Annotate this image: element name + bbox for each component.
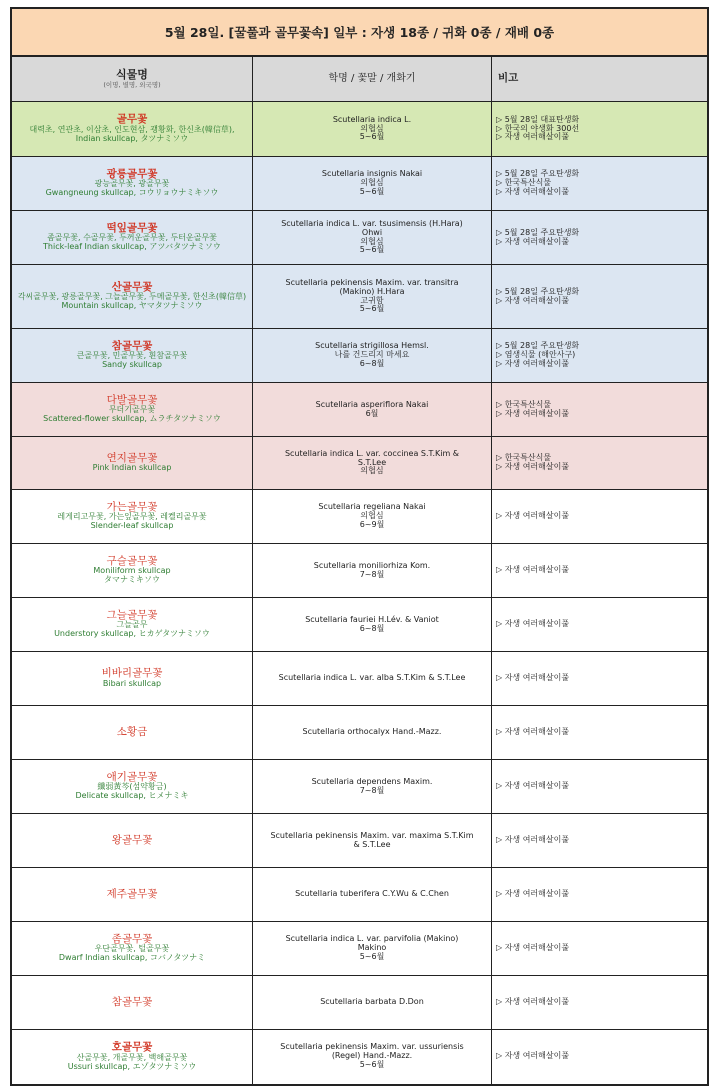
table-row	[12, 329, 707, 383]
notes-cell	[492, 706, 708, 760]
note-line: ▷ 자생 여러해살이풀	[496, 835, 570, 845]
notes-cell	[492, 598, 708, 652]
plant-foreign-names: タマナミキソウ	[104, 575, 160, 585]
scientific-info-line: 의협심	[360, 466, 384, 476]
table-row	[12, 598, 707, 652]
note-line: ▷ 자생 여러해살이풀	[496, 511, 570, 521]
plant-aliases: 대력초, 연관초, 이삼초, 인도현삼, 괭황화, 한신초(韓信草), Indian skullcap, タツナミソウ	[29, 124, 235, 143]
scientific-info-line: Scutellaria pekinensis Maxim. var. ussuriensis	[280, 1042, 464, 1052]
scientific-info-line: 의협심	[360, 123, 384, 133]
plant-foreign-names: Thick-leaf Indian skullcap, アツバタツナミソウ	[43, 242, 221, 252]
scientific-name-cell	[253, 706, 492, 760]
plant-name-cell	[12, 211, 253, 265]
plant-aliases: 레게리고무꽃, 가는잎골무꽃, 레켈리골무꽃	[57, 512, 207, 522]
note-line: ▷ 한국특산식물	[496, 399, 552, 409]
plant-aliases: 纖弱黃芩(섬약황금)	[97, 782, 167, 792]
plant-foreign-names: Pink Indian skullcap	[92, 463, 172, 473]
plant-name: 광릉골무꽃	[106, 167, 158, 180]
scientific-name-cell	[253, 211, 492, 265]
scientific-info-line: 5~6월	[359, 132, 385, 142]
notes-cell	[492, 922, 708, 976]
scientific-name-cell	[253, 265, 492, 329]
plant-name-cell	[12, 706, 253, 760]
plant-foreign-names: Sandy skullcap	[102, 360, 162, 370]
table-header-row	[12, 57, 707, 102]
plant-aliases: 그늘골무	[116, 620, 148, 630]
notes-cell	[492, 329, 708, 383]
note-line: ▷ 자생 여러해살이풀	[496, 236, 570, 246]
plant-foreign-names: Scattered-flower skullcap, ムラチタツナミソウ	[43, 414, 221, 424]
scientific-info-line: Scutellaria fauriei H.Lév. & Vaniot	[305, 614, 439, 624]
table-row	[12, 437, 707, 490]
table-row	[12, 544, 707, 598]
note-line: ▷ 자생 여러해살이풀	[496, 1051, 570, 1061]
notes-cell	[492, 383, 708, 437]
scientific-name-cell	[253, 329, 492, 383]
table-row	[12, 652, 707, 706]
note-line: ▷ 자생 여러해살이풀	[496, 673, 570, 683]
note-line: ▷ 염생식물 (해안사구)	[496, 350, 576, 360]
plant-foreign-names: Dwarf Indian skullcap, コバノタツナミ	[58, 953, 206, 963]
plant-name: 애기골무꽃	[106, 770, 158, 783]
scientific-info-line: Scutellaria indica L. var. parvifolia (Makino)	[285, 934, 459, 944]
plant-name-cell	[12, 922, 253, 976]
scientific-info-line: 7~8월	[359, 569, 385, 579]
notes-cell	[492, 1030, 708, 1084]
plant-name-cell	[12, 598, 253, 652]
plant-name: 비바리골무꽃	[101, 667, 163, 680]
table-row	[12, 706, 707, 760]
scientific-info-line: Scutellaria moniliorhiza Kom.	[313, 560, 431, 570]
scientific-name-cell	[253, 598, 492, 652]
plant-name: 다발골무꽃	[106, 393, 158, 406]
plant-name: 가는골무꽃	[106, 500, 158, 513]
scientific-info-line: 7~8월	[359, 785, 385, 795]
scientific-info-line: Ohwi	[361, 227, 383, 237]
note-line: ▷ 자생 여러해살이풀	[496, 727, 570, 737]
plant-name: 골무꽃	[116, 113, 148, 126]
plant-aliases: 좀골무꽃, 수골무꽃, 두꺼운골무꽃, 두터운골무꽃	[47, 233, 217, 243]
note-line: ▷ 자생 여러해살이풀	[496, 186, 570, 196]
scientific-info-line: Scutellaria tuberifera C.Y.Wu & C.Chen	[295, 889, 449, 899]
scientific-info-line: Scutellaria pekinensis Maxim. var. transitra	[285, 277, 459, 287]
table-row	[12, 157, 707, 211]
scientific-info-line: Scutellaria barbata D.Don	[320, 997, 424, 1007]
note-line: ▷ 한국특산식물	[496, 453, 552, 463]
scientific-info-line: Scutellaria indica L.	[332, 114, 412, 124]
scientific-info-line: 의협심	[360, 178, 384, 188]
scientific-info-line: (Regel) Hand.-Mazz.	[331, 1051, 413, 1061]
scientific-info-line: S.T.Lee	[357, 457, 387, 467]
plant-name: 그늘골무꽃	[106, 608, 158, 621]
plant-name: 참골무꽃	[111, 339, 153, 352]
header-plant-name-label: 식물명	[116, 67, 148, 81]
scientific-info-line: Scutellaria indica L. var. coccinea S.T.Kim &	[284, 448, 460, 458]
plant-name-cell	[12, 265, 253, 329]
scientific-info-line: Scutellaria asperiflora Nakai	[315, 399, 429, 409]
note-line: ▷ 자생 여러해살이풀	[496, 781, 570, 791]
notes-cell	[492, 544, 708, 598]
header-scientific-name: 학명 / 꽃말 / 개화기	[253, 57, 492, 102]
plant-name-cell	[12, 383, 253, 437]
note-line: ▷ 자생 여러해살이풀	[496, 358, 570, 368]
plant-table-sheet	[10, 7, 709, 1086]
note-line: ▷ 5월 28일 주요탄생화	[496, 227, 580, 237]
plant-name-cell	[12, 760, 253, 814]
note-line: ▷ 한국특산식물	[496, 178, 552, 188]
plant-name: 구슬골무꽃	[106, 554, 158, 567]
plant-name-cell	[12, 437, 253, 490]
table-row	[12, 868, 707, 922]
plant-name: 연지골무꽃	[106, 451, 158, 464]
scientific-info-line: 5~6월	[359, 951, 385, 961]
note-line: ▷ 자생 여러해살이풀	[496, 565, 570, 575]
notes-cell	[492, 976, 708, 1030]
table-row	[12, 490, 707, 544]
notes-cell	[492, 437, 708, 490]
plant-name: 소황금	[116, 725, 148, 738]
scientific-info-line: 5~6월	[359, 304, 385, 314]
scientific-info-line: 의협심	[360, 511, 384, 521]
table-row	[12, 102, 707, 157]
plant-name-cell	[12, 157, 253, 211]
plant-table	[12, 57, 707, 1084]
plant-name: 호골무꽃	[111, 1040, 153, 1053]
plant-foreign-names: Mountain skullcap, ヤマタツナミソウ	[61, 301, 203, 311]
notes-cell	[492, 490, 708, 544]
plant-aliases: Moniliform skullcap	[93, 566, 171, 576]
notes-cell	[492, 211, 708, 265]
note-line: ▷ 5월 28일 주요탄생화	[496, 286, 580, 296]
plant-name: 왕골무꽃	[111, 833, 153, 846]
plant-aliases: Bibari skullcap	[102, 678, 162, 688]
scientific-name-cell	[253, 1030, 492, 1084]
note-line: ▷ 자생 여러해살이풀	[496, 889, 570, 899]
table-body	[12, 102, 707, 1084]
plant-aliases: 각씨골무꽃, 광릉골무꽃, 그늘골무꽃, 두메골무꽃, 한신초(韓信草)	[17, 292, 247, 302]
plant-name-cell	[12, 652, 253, 706]
header-plant-name	[12, 57, 253, 102]
plant-foreign-names: Gwangneung skullcap, コウリョウナミキソウ	[45, 188, 219, 198]
plant-name: 참골무꽃	[111, 995, 153, 1008]
scientific-info-line: 6월	[365, 408, 379, 418]
note-line: ▷ 자생 여러해살이풀	[496, 408, 570, 418]
scientific-info-line: Makino	[357, 943, 387, 953]
note-line: ▷ 자생 여러해살이풀	[496, 943, 570, 953]
scientific-name-cell	[253, 760, 492, 814]
plant-name: 떡잎골무꽃	[106, 221, 158, 234]
scientific-name-cell	[253, 490, 492, 544]
plant-name-cell	[12, 814, 253, 868]
plant-aliases: 산골무꽃, 개골무꽃, 백해골무꽃	[76, 1052, 188, 1062]
scientific-info-line: 고귀함	[360, 295, 384, 305]
scientific-info-line: Scutellaria indica L. var. alba S.T.Kim & S.T.Lee	[278, 673, 466, 683]
plant-name-cell	[12, 490, 253, 544]
note-line: ▷ 5월 28일 주요탄생화	[496, 169, 580, 179]
table-row	[12, 976, 707, 1030]
note-line: ▷ 자생 여러해살이풀	[496, 132, 570, 142]
scientific-info-line: 5~6월	[359, 1060, 385, 1070]
page-title: 5월 28일. [꿀풀과 골무꽃속] 일부 : 자생 18종 / 귀화 0종 / 재배 0종	[12, 9, 707, 57]
scientific-name-cell	[253, 157, 492, 211]
table-row	[12, 383, 707, 437]
header-plant-name-sublabel: (이명, 별명, 외국명)	[103, 81, 161, 90]
scientific-name-cell	[253, 544, 492, 598]
notes-cell	[492, 265, 708, 329]
scientific-name-cell	[253, 102, 492, 157]
plant-aliases: 큰골무꽃, 민골무꽃, 흰참골무꽃	[76, 351, 188, 361]
plant-name-cell	[12, 329, 253, 383]
table-row	[12, 1030, 707, 1084]
scientific-info-line: Scutellaria strigillosa Hemsl.	[315, 341, 429, 351]
plant-aliases: 우단골무꽃, 털골무꽃	[94, 944, 170, 954]
scientific-name-cell	[253, 383, 492, 437]
plant-aliases: 광능골무꽃, 광골무꽃	[94, 179, 170, 189]
scientific-info-line: Scutellaria indica L. var. tsusimensis (H.Hara)	[281, 218, 463, 228]
scientific-info-line: & S.T.Lee	[353, 839, 391, 849]
scientific-name-cell	[253, 868, 492, 922]
plant-foreign-names: Delicate skullcap, ヒメナミキ	[75, 791, 189, 801]
note-line: ▷ 자생 여러해살이풀	[496, 295, 570, 305]
plant-aliases: 무더기골무꽃	[108, 405, 156, 415]
note-line: ▷ 한국의 야생화 300선	[496, 123, 580, 133]
scientific-info-line: 6~8월	[359, 358, 385, 368]
note-line: ▷ 자생 여러해살이풀	[496, 619, 570, 629]
scientific-info-line: 5~6월	[359, 186, 385, 196]
plant-name-cell	[12, 102, 253, 157]
table-row	[12, 760, 707, 814]
notes-cell	[492, 102, 708, 157]
table-row	[12, 211, 707, 265]
scientific-info-line: 5~6월	[359, 245, 385, 255]
note-line: ▷ 5월 28일 대표탄생화	[496, 114, 580, 124]
plant-foreign-names: Ussuri skullcap, エゾタツナミソウ	[67, 1061, 197, 1071]
note-line: ▷ 자생 여러해살이풀	[496, 997, 570, 1007]
scientific-info-line: Scutellaria pekinensis Maxim. var. maxima S.T.Kim	[270, 830, 474, 840]
scientific-info-line: Scutellaria orthocalyx Hand.-Mazz.	[302, 727, 442, 737]
plant-name-cell	[12, 544, 253, 598]
notes-cell	[492, 868, 708, 922]
plant-name-cell	[12, 868, 253, 922]
scientific-info-line: 6~8월	[359, 623, 385, 633]
table-row	[12, 265, 707, 329]
notes-cell	[492, 157, 708, 211]
note-line: ▷ 5월 28일 주요탄생화	[496, 341, 580, 351]
scientific-info-line: 의협심	[360, 236, 384, 246]
scientific-name-cell	[253, 652, 492, 706]
notes-cell	[492, 814, 708, 868]
plant-foreign-names: Understory skullcap, ヒカゲタツナミソウ	[54, 629, 210, 639]
plant-name: 산골무꽃	[111, 280, 153, 293]
scientific-name-cell	[253, 437, 492, 490]
scientific-info-line: 6~9월	[359, 519, 385, 529]
plant-name: 좀골무꽃	[111, 932, 153, 945]
scientific-info-line: 나를 건드리지 마세요	[334, 350, 410, 360]
header-notes: 비고	[492, 57, 708, 102]
plant-name-cell	[12, 976, 253, 1030]
scientific-info-line: (Makino) H.Hara	[339, 286, 405, 296]
plant-foreign-names: Slender-leaf skullcap	[90, 521, 174, 531]
notes-cell	[492, 652, 708, 706]
notes-cell	[492, 760, 708, 814]
scientific-info-line: Scutellaria dependens Maxim.	[311, 776, 433, 786]
note-line: ▷ 자생 여러해살이풀	[496, 462, 570, 471]
table-row	[12, 814, 707, 868]
scientific-info-line: Scutellaria regeliana Nakai	[318, 502, 426, 512]
scientific-name-cell	[253, 814, 492, 868]
table-row	[12, 922, 707, 976]
plant-name-cell	[12, 1030, 253, 1084]
scientific-name-cell	[253, 922, 492, 976]
plant-name: 제주골무꽃	[106, 887, 158, 900]
scientific-name-cell	[253, 976, 492, 1030]
scientific-info-line: Scutellaria insignis Nakai	[321, 169, 423, 179]
